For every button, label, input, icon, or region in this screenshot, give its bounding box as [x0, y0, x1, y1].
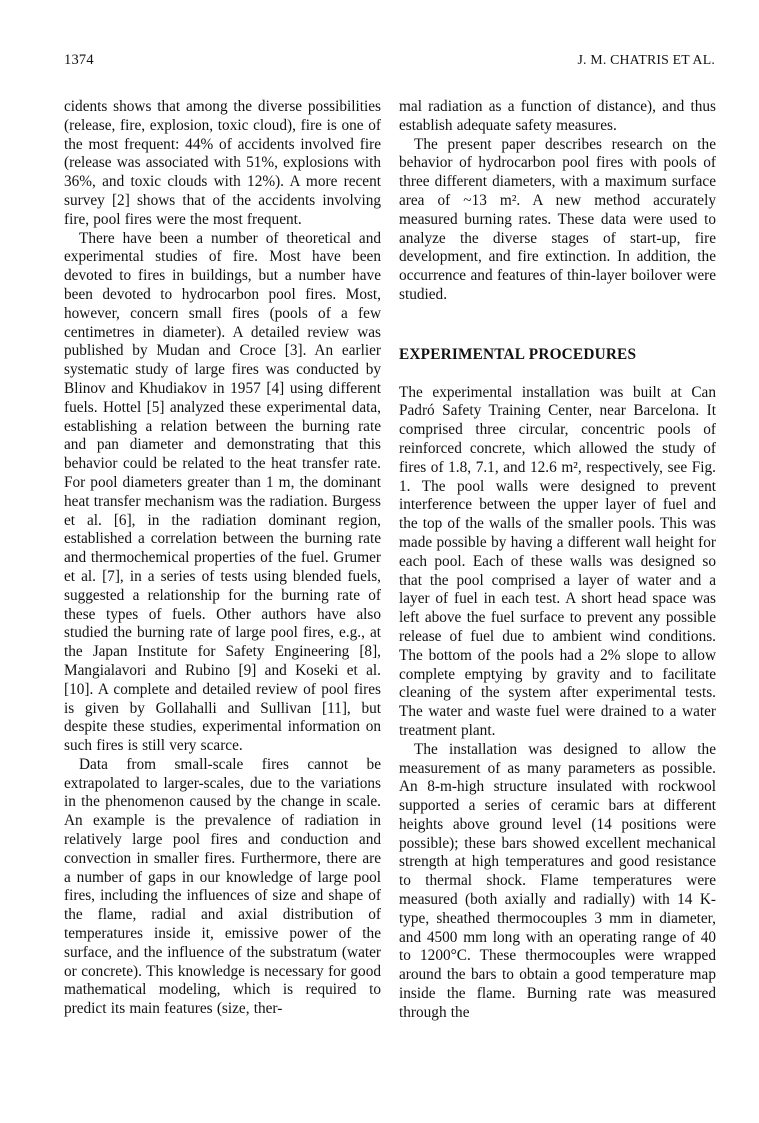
paragraph: Data from small-scale fires cannot be extrapolated to larger-scales, due to the variations in the phenomenon caused by the change in scale. An example is the prevalence of radiation in relatively large pool fires and conduction and convection in smaller fires. Furthermore, there are a number of gaps in our knowledge of large pool fires, including the influences of size and shape of the flame, radial and axial distribution of temperatures inside it, emissive power of the surface, and the influence of the substratum (water or concrete). This knowledge is necessary for good mathematical modeling, which is required to predict its main features (size, ther-: [64, 755, 381, 1018]
left-column: [64, 98, 381, 1023]
paragraph: The installation was designed to allow the measurement of as many parameters as possible. An 8-m-high structure insulated with rockwool supported a series of ceramic bars at different heights above ground level (14 positions were possible); these bars showed excellent mechanical strength at high temperatures and good resistance to thermal shock. Flame temperatures were measured (both axially and radially) with 14 K-type, sheathed thermocouples 3 mm in diameter, and 4500 mm long with an operating range of 40 to 1200°C. These thermocouples were wrapped around the bars to obtain a good temperature map inside the flame. Burning rate was measured through the: [399, 740, 716, 1021]
paragraph: The experimental installation was built at Can Padró Safety Training Center, near Barcelona. It comprised three circular, concentric pools of reinforced concrete, which allowed the study of fires of 1.8, 7.1, and 12.6 m², respectively, see Fig. 1. The pool walls were designed to prevent interference between the upper layer of fuel and the top of the walls of the smaller pools. This was made possible by having a different wall height for each pool. Each of these walls was designed so that the pool comprised a layer of water and a layer of fuel in each test. A short head space was left above the fuel surface to prevent any possible release of fuel due to ambient wind conditions. The bottom of the pools had a 2% slope to allow complete emptying by gravity and to facilitate cleaning of the system after experimental tests. The water and waste fuel were drained to a water treatment plant.: [399, 383, 716, 739]
paragraph: cidents shows that among the diverse possibilities (release, fire, explosion, toxic cloud), fire is one of the most frequent: 44% of accidents involved fire (release was associated with 51%, explosions with 36%, and toxic clouds with 12%). A more recent survey [2] shows that of the accidents involving fire, pool fires were the most frequent.: [64, 98, 381, 228]
paragraph: The present paper describes research on the behavior of hydrocarbon pool fires with pools of three different diameters, with a maximum surface area of ~13 m². A new method accurately measured burning rates. These data were used to analyze the diverse stages of start-up, fire development, and fire extinction. In addition, the occurrence and features of thin-layer boilover were studied.: [399, 135, 716, 303]
running-title: J. M. CHATRIS ET AL.: [577, 52, 715, 67]
page-header: [64, 52, 715, 69]
page-number: 1374: [64, 52, 94, 68]
right-column: [399, 98, 716, 1023]
section-heading: EXPERIMENTAL PROCEDURES: [399, 345, 637, 363]
two-column-body: [64, 98, 715, 1023]
paragraph: There have been a number of theoretical and experimental studies of fire. Most have been devoted to fires in buildings, but a number have been devoted to hydrocarbon pool fires. Most, however, concern small fires (pools of a few centimetres in diameter). A detailed review was published by Mudan and Croce [3]. An earlier systematic study of large fires was conducted by Blinov and Khudiakov in 1957 [4] using different fuels. Hottel [5] analyzed these experimental data, establishing a relation between the burning rate and pan diameter and demonstrating that this behavior could be related to the heat transfer rate. For pool diameters greater than 1 m, the dominant heat transfer mechanism was the radiation. Burgess et al. [6], in the radiation dominant region, established a correlation between the burning rate and thermochemical properties of the fuel. Grumer et al. [7], in a series of tests using blended fuels, suggested a relationship for the burning rate of these types of fuels. Other authors have also studied the burning rate of large pool fires, e.g., at the Japan Institute for Safety Engineering [8], Mangialavori and Rubino [9] and Koseki et al. [10]. A complete and detailed review of pool fires is given by Gollahalli and Sullivan [11], but despite these studies, experimental information on such fires is still very scarce.: [64, 229, 381, 755]
paragraph: mal radiation as a function of distance), and thus establish adequate safety measures.: [399, 98, 716, 134]
